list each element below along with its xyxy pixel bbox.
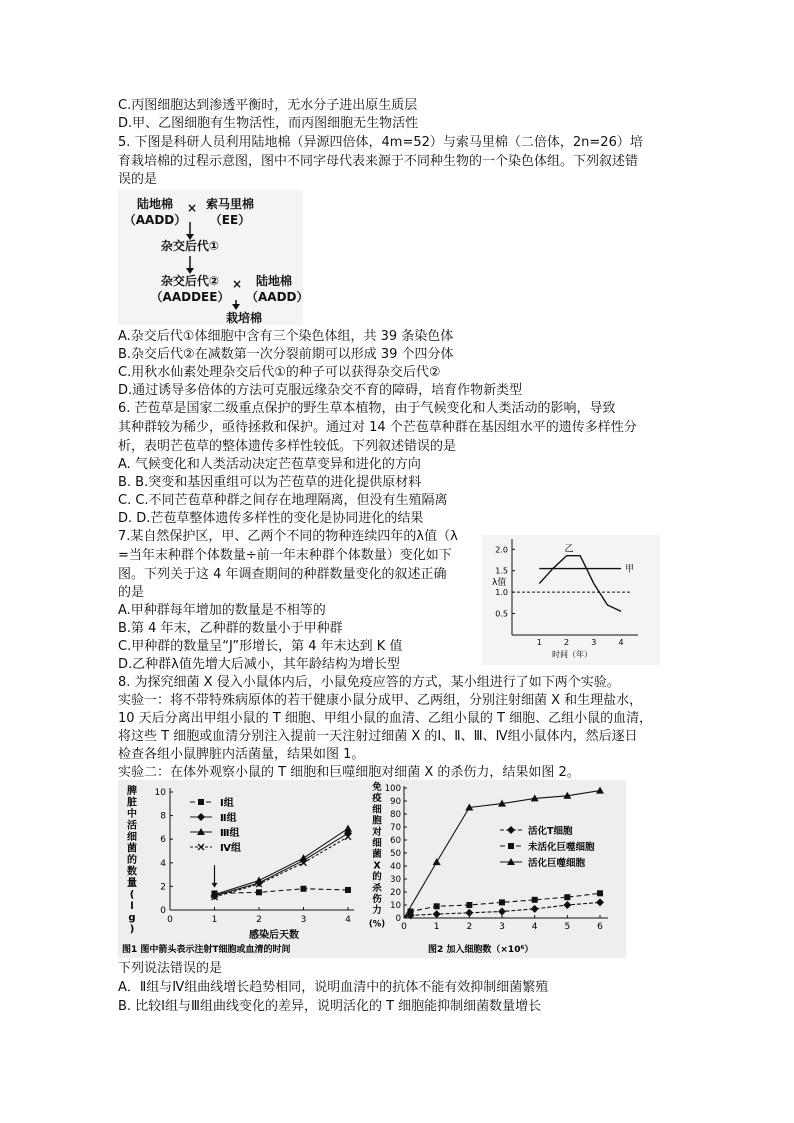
y-tick-label: 40 [390,862,401,872]
data-point [597,890,603,896]
y-axis-label: λ值 [492,578,507,588]
x-tick-label: 3 [591,638,597,647]
y-tick-label: 8 [160,811,166,822]
y-axis-label: 杀 [372,882,382,894]
x-tick-label: 0 [401,922,407,932]
y-tick-label: 60 [390,836,401,846]
experiment-line: 实验一：将不带特殊病原体的若干健康小鼠分成甲、乙两组，分别注射细菌 X 和生理盐水， [118,693,643,708]
figure-2-chart [368,780,626,958]
data-point [563,901,571,909]
question-5: 5. 下图是科研人员利用陆地棉（异源四倍体，4m=52）与索马里棉（二倍体，2n=26）培 [118,135,643,150]
y-tick-label: 2.0 [495,545,508,555]
option-line: B. B.突变和基因重组可以为芒苞草的进化提供原材料 [118,475,422,490]
y-axis-label: 免 [372,782,382,793]
figure-caption: 图1 图中箭头表示注射T细胞或血清的时间 [122,945,291,955]
data-point [498,908,506,916]
y-tick-label: 2 [160,882,166,893]
data-point [301,886,307,892]
question-line: 育栽培棉的过程示意图，图中不同字母代表来源于不同种生物的一个染色体组。下列叙述错 [118,154,639,169]
parent-node: 陆地棉 （AADD） [123,197,187,227]
y-axis-label: 活 [127,820,137,832]
option-line: B. 比较Ⅰ组与Ⅲ组曲线变化的差异，说明活化的 T 细胞能抑制细菌数量增长 [118,999,542,1014]
y-tick-label: 1.5 [495,566,508,576]
y-tick-label: 30 [390,875,401,885]
option-line: C. C.不同芒苞草种群之间存在地理隔离，但没有生殖隔离 [118,493,448,508]
x-tick-label: 3 [300,915,307,925]
question-7: 7.某自然保护区，甲、乙两个不同的物种连续四年的λ值（λ [118,529,458,544]
data-point [596,787,604,794]
data-point [433,910,441,918]
x-axis-label: 感染后天数 [249,930,299,941]
option-line: C.丙图细胞达到渗透平衡时，无水分子进出原生质层 [118,98,418,113]
y-tick-label: 20 [390,888,401,898]
x-tick-label: 1 [211,915,218,925]
series-line [539,556,621,612]
data-point [531,905,539,913]
y-axis-label: 菌 [372,849,382,861]
offspring-node: 杂交后代① [160,239,220,253]
y-axis-label: 细 [372,838,382,849]
y-axis-label: g [128,912,136,924]
x-tick-label: 2 [466,922,473,932]
data-point [499,899,505,905]
cross-symbol: × [231,277,243,291]
x-tick-label: 3 [499,922,505,932]
question-line: 析，表明芒苞草的整体遗传多样性较低。下列叙述错误的是 [118,439,457,454]
data-point [433,858,441,865]
data-point [532,897,538,903]
y-axis-label: ) [129,924,135,935]
data-point [256,889,262,895]
x-tick-label: 4 [345,915,351,925]
legend-label: 未活化巨噬细胞 [528,842,595,853]
y-axis-label: 数 [127,866,137,878]
data-point [434,903,440,909]
experiment-line: 实验二：在体外观察小鼠的 T 细胞和巨噬细胞对细菌 X 的杀伤力，结果如图 2。 [118,765,580,780]
legend-marker [197,813,205,821]
y-tick-label: 100 [384,784,401,794]
data-point [564,894,570,900]
figure-caption: 图2 加入细胞数（×10⁶） [428,945,534,955]
y-tick-label: 1.0 [495,588,508,598]
y-axis-label: 量 [127,878,137,889]
series-line [404,791,600,918]
y-tick-label: 0 [395,914,401,924]
option-line: D.通过诱导多倍体的方法可克服远缘杂交不育的障碍，培育作物新类型 [118,383,523,398]
option-line: B.杂交后代②在减数第一次分裂前期可以形成 39 个四分体 [118,347,454,362]
y-axis-label: 力 [372,905,382,917]
legend-label: Ⅲ组 [220,828,240,839]
y-tick-label: 70 [390,823,401,833]
x-tick-label: 4 [531,922,538,932]
y-axis-unit: (%) [368,919,386,930]
experiment-line: 检查各组小鼠脾脏内活菌量，结果如图 1。 [118,747,365,762]
data-point [466,902,472,908]
y-tick-label: 90 [390,797,401,807]
y-tick-label: 10 [390,901,401,911]
x-tick-label: 4 [618,638,624,647]
x-tick-label: 2 [563,638,570,647]
y-tick-label: 0.5 [495,609,508,619]
question-line: 误的是 [118,172,158,187]
y-tick-label: 0 [160,906,166,916]
y-axis-label: 细 [372,804,382,816]
legend-label: Ⅳ组 [220,843,241,854]
legend-marker [507,826,515,834]
legend-label: 活化巨噬细胞 [528,858,586,869]
option-line: A.甲种群每年增加的数量是不相等的 [118,603,326,618]
legend-label: 活化T细胞 [528,826,573,837]
option-line: A.杂交后代①体细胞中含有三个染色体组，共 39 条染色体 [118,329,454,344]
y-axis-label: 伤 [372,894,382,905]
y-tick-label: 4 [160,858,166,869]
experiment-line: 将这些 T 细胞或血清分别注入提前一天注射过细菌 X 的Ⅰ、Ⅱ、Ⅲ、Ⅳ组小鼠体内，然后逐日 [118,729,638,744]
x-axis-label: 时间（年） [552,650,592,659]
x-tick-label: 1 [536,638,542,647]
option-line: D.甲、乙图细胞有生物活性，而丙图细胞无生物活性 [118,116,419,131]
y-axis-label: X [373,860,381,872]
legend-marker [508,843,514,849]
y-axis-label: ( [129,889,135,901]
legend-marker [198,799,204,805]
experiment-line: 10 天后分离出甲组小鼠的 T 细胞、甲组小鼠的血清、乙组小鼠的 T 细胞、乙组小鼠的血清， [118,711,653,726]
result-node: 栽培棉 [225,311,262,325]
x-tick-label: 6 [597,922,603,932]
question-8: 8. 为探究细菌 X 侵入小鼠体内后，小鼠免疫应答的方式，某小组进行了如下两个实验。 [118,675,620,690]
option-line: B.第 4 年末，乙种群的数量小于甲种群 [118,621,343,636]
series-label: 乙 [564,544,574,555]
y-axis-label: l [130,901,134,912]
y-axis-label: 的 [127,855,137,866]
option-line: A．Ⅱ组与Ⅳ组曲线增长趋势相同，说明血清中的抗体不能有效抑制细菌繁殖 [118,980,549,995]
offspring-node: 杂交后代② （AADDEE） [150,274,230,304]
data-point [596,898,604,906]
x-tick-label: 0 [167,915,173,925]
y-axis-label: 疫 [372,793,382,805]
data-point [345,887,351,893]
lambda-chart [482,535,660,665]
parent-node: 陆地棉 （AADD） [246,274,309,304]
y-tick-label: 50 [390,849,401,859]
question-line: =当年末种群个体数量÷前一年末种群个体数量）变化如下 [118,548,452,563]
y-tick-label: 80 [390,810,401,820]
x-tick-label: 5 [564,922,571,932]
y-axis-label: 对 [372,826,382,838]
x-tick-label: 2 [256,915,262,925]
option-line: C.甲种群的数量呈“J”形增长，第 4 年末达到 K 值 [118,639,403,654]
y-axis-label: 细 [127,832,137,843]
y-tick-label: 10 [154,788,166,798]
data-point [344,825,352,832]
y-axis-label: 菌 [127,843,137,855]
question-6: 6. 芒苞草是国家二级重点保护的野生草本植物，由于气候变化和人类活动的影响，导致 [118,401,616,416]
injection-arrow [212,883,218,888]
y-axis-label: 脾 [127,786,137,797]
y-axis-label: 的 [372,871,382,883]
data-point [465,909,473,917]
legend-label: Ⅰ组 [220,798,234,809]
figure-1-chart [118,780,368,958]
y-axis-label: 中 [127,809,137,820]
cross-symbol: × [186,201,198,215]
question-line: 的是 [118,585,145,600]
option-line: D. D.芒苞草整体遗传多样性的变化是协同进化的结果 [118,511,424,526]
question-line: 其种群较为稀少，亟待拯救和保护。通过对 14 个芒苞草种群在基因组水平的遗传多样性分 [118,420,637,435]
question-line: 图。下列关于这 4 年调查期间的种群数量变化的叙述正确 [118,567,447,582]
legend-label: Ⅱ组 [220,813,237,824]
y-axis-label: 胞 [372,815,382,827]
series-label: 甲 [625,564,635,575]
option-line: A. 气候变化和人类活动决定芒苞草变异和进化的方向 [118,457,421,472]
x-tick-label: 1 [433,922,440,932]
option-line: D.乙种群λ值先增大后减小，其年龄结构为增长型 [118,657,400,672]
parent-node: 索马里棉 （EE） [205,197,254,227]
y-tick-label: 6 [160,835,166,846]
question-line: 下列说法错误的是 [118,961,223,976]
data-point [255,877,263,884]
y-axis-label: 脏 [127,797,137,809]
option-line: C.用秋水仙素处理杂交后代①的种子可以获得杂交后代② [118,365,441,380]
